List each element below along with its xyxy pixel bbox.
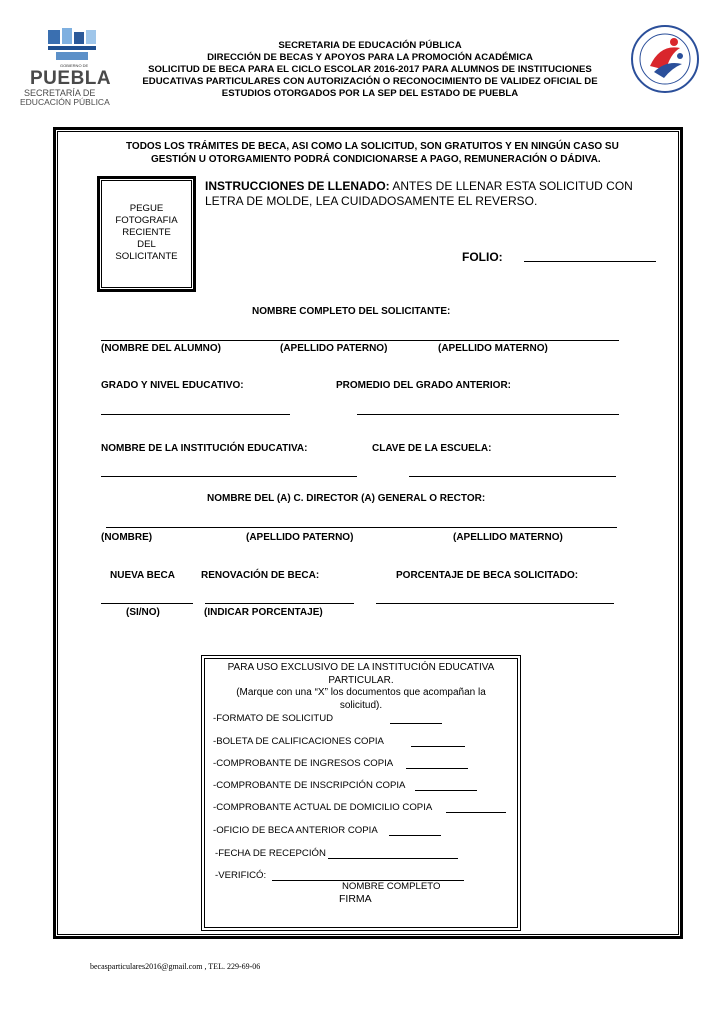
doc-check-grades[interactable]: [411, 746, 465, 747]
director-paternal-caption: (APELLIDO PATERNO): [246, 532, 354, 543]
header-line-2: DIRECCIÓN DE BECAS Y APOYOS PARA LA PROMOCIÓN ACADÉMICA: [207, 52, 533, 63]
folio-label: FOLIO:: [462, 250, 503, 264]
applicant-name-field[interactable]: [101, 340, 619, 341]
director-maternal-caption: (APELLIDO MATERNO): [453, 532, 563, 543]
instructions-label: INSTRUCCIONES DE LLENADO:: [205, 179, 390, 193]
doc-item-enrollment: -COMPROBANTE DE INSCRIPCIÓN COPIA: [213, 780, 406, 791]
logo-sub2: EDUCACIÓN PÚBLICA: [20, 97, 110, 107]
verified-label: -VERIFICÓ:: [215, 870, 267, 881]
school-key-label: CLAVE DE LA ESCUELA:: [372, 443, 492, 454]
school-key-field[interactable]: [409, 476, 616, 477]
doc-check-request-form[interactable]: [390, 723, 442, 724]
logo-sub1: SECRETARÍA DE: [24, 88, 96, 98]
puebla-sep-logo: [20, 26, 115, 106]
indicate-percent-caption: (INDICAR PORCENTAJE): [204, 607, 323, 618]
doc-check-previous-letter[interactable]: [389, 835, 441, 836]
puebla-emblem-icon: [42, 26, 102, 64]
photo-instructions: [100, 203, 193, 263]
signature-caption: FIRMA: [339, 893, 372, 905]
box-title-2: PARTICULAR.: [328, 674, 394, 686]
applicant-paternal-caption: (APELLIDO PATERNO): [280, 343, 388, 354]
instructions-text-2: LETRA DE MOLDE, LEA CUIDADOSAMENTE EL REVERSO.: [205, 194, 538, 208]
institution-label: NOMBRE DE LA INSTITUCIÓN EDUCATIVA:: [101, 443, 308, 454]
director-name-field[interactable]: [106, 527, 617, 528]
logo-badge-text: GOBIERNO DE: [60, 63, 89, 68]
instructions: [205, 179, 633, 209]
director-title: NOMBRE DEL (A) C. DIRECTOR (A) GENERAL O RECTOR:: [207, 493, 486, 504]
renewal-field[interactable]: [205, 603, 354, 604]
box-note-1: (Marque con una “X” los documentos que acompañan la: [236, 687, 486, 698]
doc-item-request-form: -FORMATO DE SOLICITUD: [213, 713, 334, 724]
photo-line: RECIENTE: [122, 227, 171, 238]
photo-line: SOLICITANTE: [115, 251, 178, 262]
percent-requested-field[interactable]: [376, 603, 614, 604]
header-line-5: ESTUDIOS OTORGADOS POR LA SEP DEL ESTADO DE PUEBLA: [221, 88, 519, 99]
grade-field[interactable]: [101, 414, 290, 415]
instructions-text-1: ANTES DE LLENAR ESTA SOLICITUD CON: [389, 179, 633, 193]
renewal-label: RENOVACIÓN DE BECA:: [201, 570, 320, 581]
doc-check-income[interactable]: [406, 768, 468, 769]
director-name-caption: (NOMBRE): [101, 532, 153, 543]
doc-check-enrollment[interactable]: [415, 790, 477, 791]
doc-check-address[interactable]: [446, 812, 506, 813]
new-scholarship-field[interactable]: [101, 603, 193, 604]
applicant-name-caption: (NOMBRE DEL ALUMNO): [101, 343, 221, 354]
reception-date-field[interactable]: [328, 858, 458, 859]
header-line-1: SECRETARIA DE EDUCACIÓN PÚBLICA: [278, 40, 462, 51]
institution-field[interactable]: [101, 476, 357, 477]
full-name-caption: NOMBRE COMPLETO: [342, 881, 441, 892]
folio-field[interactable]: [524, 261, 656, 262]
photo-line: PEGUE: [129, 203, 164, 214]
reception-date-label: -FECHA DE RECEPCIÓN: [215, 848, 326, 859]
applicant-title: NOMBRE COMPLETO DEL SOLICITANTE:: [252, 306, 451, 317]
applicant-maternal-caption: (APELLIDO MATERNO): [438, 343, 548, 354]
doc-item-income: -COMPROBANTE DE INGRESOS COPIA: [213, 758, 394, 769]
header-block: [120, 40, 620, 100]
photo-line: FOTOGRAFIA: [115, 215, 178, 226]
doc-item-previous-letter: -OFICIO DE BECA ANTERIOR COPIA: [213, 825, 378, 836]
header-line-3: SOLICITUD DE BECA PARA EL CICLO ESCOLAR 2016-2017 PARA ALUMNOS DE INSTITUCIONES: [148, 64, 592, 75]
percent-requested-label: PORCENTAJE DE BECA SOLICITADO:: [396, 570, 579, 581]
gender-equity-seal-icon: [630, 24, 700, 94]
notice-line-2: GESTIÓN U OTORGAMIENTO PODRÁ CONDICIONARSE A PAGO, REMUNERACIÓN O DÁDIVA.: [151, 154, 601, 165]
grade-label: GRADO Y NIVEL EDUCATIVO:: [101, 380, 244, 391]
doc-item-grades: -BOLETA DE CALIFICACIONES COPIA: [213, 736, 384, 747]
box-note-2: solicitud).: [339, 699, 383, 711]
box-title-1: PARA USO EXCLUSIVO DE LA INSTITUCIÓN EDUCATIVA: [227, 662, 495, 673]
footer-contact: becasparticulares2016@gmail.com , TEL. 229-69-06: [90, 962, 261, 971]
photo-line: DEL: [137, 239, 156, 250]
yes-no-caption: (SI/NO): [126, 607, 160, 618]
notice-line-1: TODOS LOS TRÁMITES DE BECA, ASI COMO LA SOLICITUD, SON GRATUITOS Y EN NINGÚN CASO SU: [126, 141, 619, 152]
new-scholarship-label: NUEVA BECA: [110, 570, 176, 581]
box-header: [205, 662, 517, 712]
average-field[interactable]: [357, 414, 619, 415]
average-label: PROMEDIO DEL GRADO ANTERIOR:: [336, 380, 512, 391]
doc-item-address: -COMPROBANTE ACTUAL DE DOMICILIO COPIA: [213, 802, 433, 813]
header-line-4: EDUCATIVAS PARTICULARES CON AUTORIZACIÓN O RECONOCIMIENTO DE VALIDEZ OFICIAL DE: [142, 76, 598, 87]
logo-word: PUEBLA: [30, 68, 112, 89]
